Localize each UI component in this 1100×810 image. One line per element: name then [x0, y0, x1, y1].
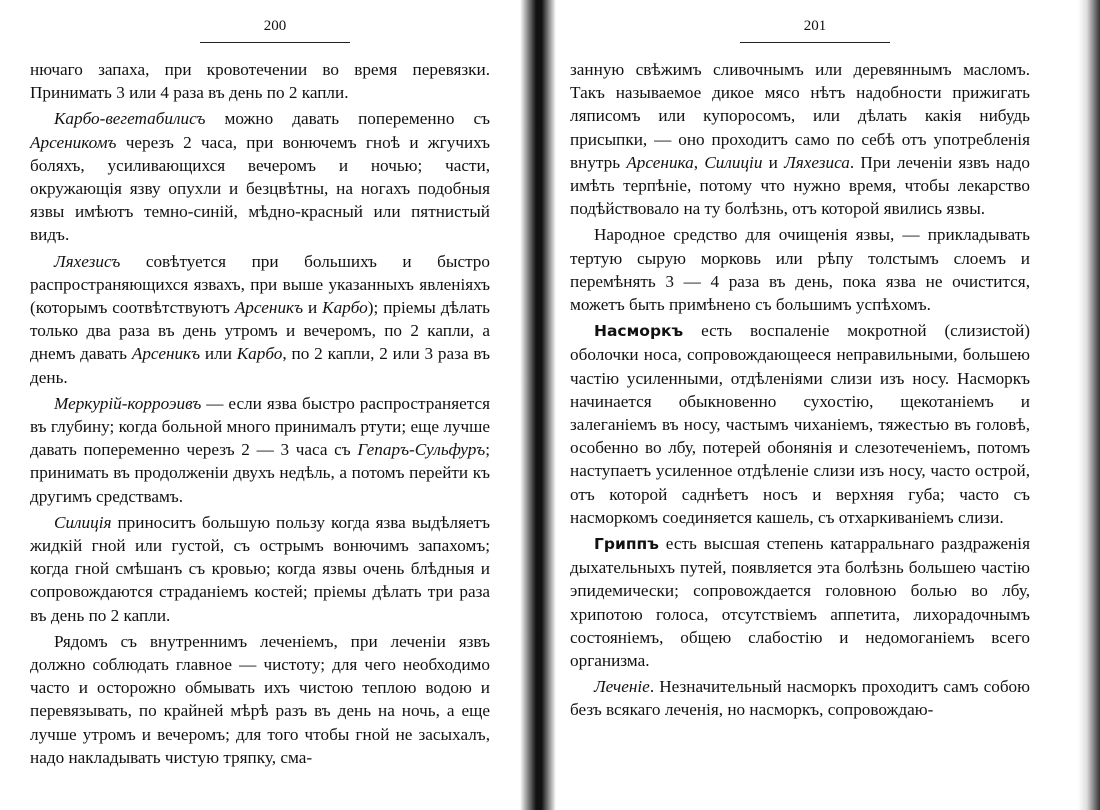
paragraph: Ляхезисъ совѣтуется при большихъ и быстро распространяющихся язвахъ, при выше указанныхъ явленіяхъ (которымъ соотвѣтствуютъ Арсеникъ и Карбо); пріемы дѣлать только два раза въ день утромъ и вечеромъ, по 2 капли, а днемъ давать Арсеникъ или Карбо, по 2 капли, 2 или 3 раза въ день.: [30, 251, 490, 387]
page-number: 200: [263, 18, 287, 34]
paragraph: Карбо-вегетабилисъ можно давать попеременно съ Арсеникомъ черезъ 2 часа, при вонючемъ гноѣ и жгучихъ боляхъ, усиливающихся вечеромъ и ночью; части, окружающія язву опухли и безцвѣтны, на ногахъ подобныя язвы имѣютъ темно-синій, мѣдно-красный или пятнистый видъ.: [30, 109, 490, 245]
header-rule: [200, 42, 350, 43]
paragraph: Рядомъ съ внутреннимъ леченіемъ, при леченіи язвъ должно соблюдать главное — чистоту; для чего необходимо часто и осторожно обмывать ихъ чистою теплою водою и перевязывать, по крайней мѣрѣ разъ въ день на ночь, а еще лучше утромъ и вечеромъ; для того чтобы гной не засыхалъ, надо накладывать чистую тряпку, сма-: [30, 631, 490, 767]
right-page: [570, 0, 1040, 810]
header-rule: [740, 42, 890, 43]
paragraph: Силиція приноситъ большую пользу когда язва выдѣляетъ жидкій гной или густой, съ острымъ вонючимъ запахомъ; когда гной смѣшанъ съ кровью; когда язвы очень блѣдныя и сопровождаются страданіемъ костей; пріемы дѣлать три раза въ день по 2 капли.: [30, 512, 490, 625]
book-gutter: [520, 0, 556, 810]
paragraph: Насморкъ есть воспаленіе мокротной (слизистой) оболочки носа, сопровождающееся неправильными, большею частію усиленными, отдѣленіями слизи изъ носу. Насморкъ начинается обыкновенно сухостію, щекотаніемъ и залеганіемъ въ носу, частымъ чиханіемъ, тяжестью въ головѣ, особенно во лбу, потерей обонянія и слезотеченіемъ, потомъ наступаетъ усиленное отдѣленіе слизи изъ носу, часто острой, отъ которой саднѣетъ носъ и верхняя губа; часто съ насморкомъ соединяется кашель, съ отхаркиваніемъ слизи.: [570, 321, 1030, 527]
page-edge-shadow: [1078, 0, 1100, 810]
paragraph: занную свѣжимъ сливочнымъ или деревяннымъ масломъ. Такъ называемое дикое мясо нѣтъ надобности прижигать ляписомъ или купоросомъ, или дѣлать какія нибудь присыпки, — оно проходитъ само по себѣ отъ употребленія внутрь Арсеника, Силиціи и Ляхезиса. При леченіи язвъ надо имѣть терпѣніе, потому что нужно время, чтобы лекарство подѣйствовало на ту болѣзнь, отъ которой явились язвы.: [570, 60, 1030, 219]
paragraph: Народное средство для очищенія язвы, — прикладывать тертую сырую морковь или рѣпу толстымъ слоемъ и перемѣнять 3 — 4 раза въ день, пока язва не очистится, можетъ быть примѣнено съ большимъ успѣхомъ.: [570, 225, 1030, 315]
paragraph: Меркурій-корроэивъ — если язва быстро распространяется въ глубину; когда больной много принималъ ртути; еще лучше давать попеременно черезъ 2 — 3 часа съ Гепаръ-Сульфуръ; принимать въ продолженіи двухъ недѣль, а потомъ перейти къ другимъ средствамъ.: [30, 393, 490, 506]
page-body: [30, 58, 490, 769]
page-body: [570, 58, 1030, 722]
left-page: [30, 0, 500, 810]
paragraph: Леченіе. Незначительный насморкъ проходитъ самъ собою безъ всякаго леченія, но насморкъ, сопровождаю-: [570, 677, 1030, 720]
page-number: 201: [803, 18, 827, 34]
paragraph: нючаго запаха, при кровотечении во время перевязки. Принимать 3 или 4 раза въ день по 2 капли.: [30, 60, 490, 103]
paragraph: Гриппъ есть высшая степень катарральнаго раздраженія дыхательныхъ путей, появляется эта болѣзнь большею частію эпидемически; сопровождается головною болью во лбу, хрипотою голоса, отсутствіемъ аппетита, лихорадочнымъ состояніемъ, общею слабостію и недомоганіемъ всего организма.: [570, 534, 1030, 671]
